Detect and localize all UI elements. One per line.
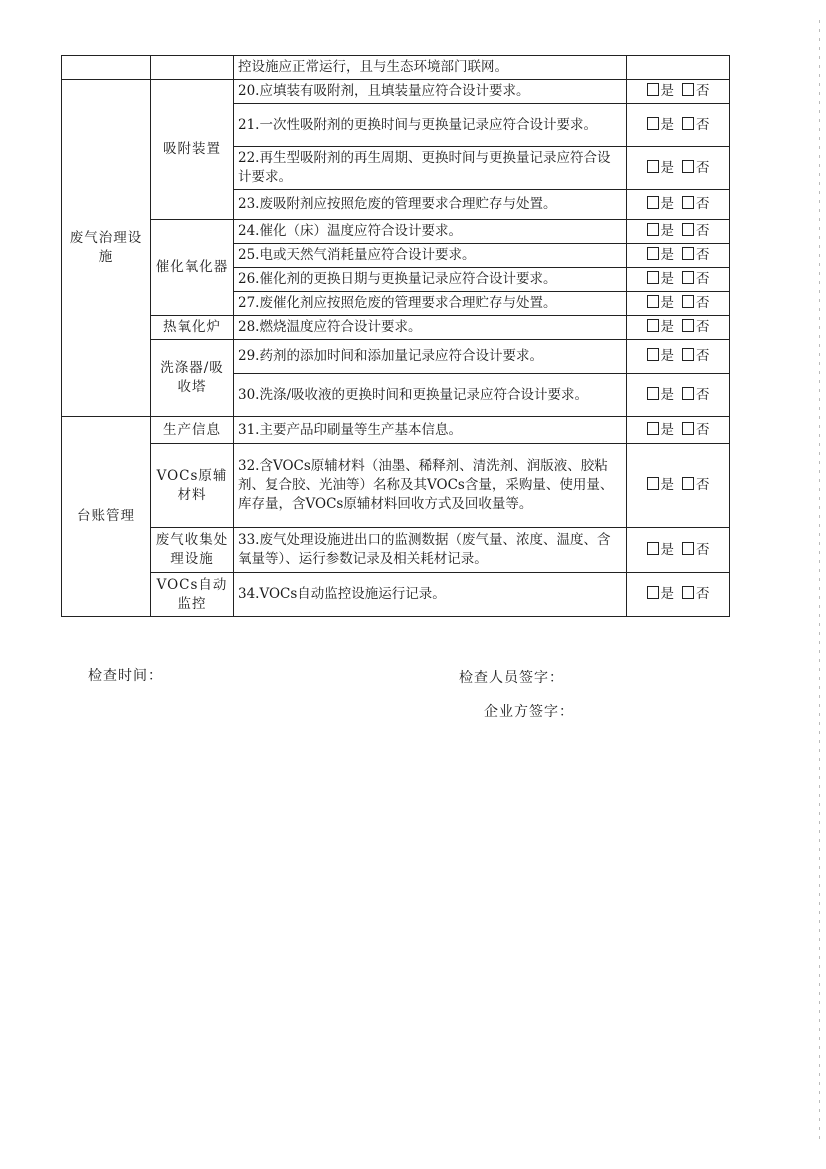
checkbox-yes[interactable]	[647, 586, 659, 599]
checkbox-no[interactable]	[682, 196, 694, 209]
options-cell	[627, 190, 730, 220]
checkbox-yes[interactable]	[647, 422, 659, 435]
requirement-32: 32.含VOCs原辅材料（油墨、稀释剂、清洗剂、润版液、胶粘剂、复合胶、光油等）名称及其VOCs含量，采购量、使用量、库存量，含VOCs原辅材料回收方式及回收量等。	[234, 444, 627, 528]
subcategory-adsorption-device: 吸附装置	[151, 80, 234, 220]
requirement-20: 20.应填装有吸附剂，且填装量应符合设计要求。	[234, 80, 627, 104]
requirement-23: 23.废吸附剂应按照危废的管理要求合理贮存与处置。	[234, 190, 627, 220]
checkbox-yes[interactable]	[647, 117, 659, 130]
option-no-label: 否	[696, 83, 710, 99]
option-no-label: 否	[696, 421, 710, 438]
option-no-label: 否	[696, 116, 710, 133]
option-no-label: 否	[696, 386, 710, 403]
table-row	[62, 80, 730, 104]
options-cell	[627, 374, 730, 417]
checkbox-yes[interactable]	[647, 477, 659, 490]
inspector-signature-label: 检查人员签字：	[459, 670, 564, 686]
checkbox-no[interactable]	[682, 319, 694, 332]
requirement-29: 29.药剂的添加时间和添加量记录应符合设计要求。	[234, 340, 627, 374]
option-yes-label: 是	[660, 421, 674, 438]
checkbox-yes[interactable]	[647, 542, 659, 555]
options-cell	[627, 147, 730, 190]
checkbox-no[interactable]	[682, 348, 694, 361]
requirement-text: 控设施应正常运行，且与生态环境部门联网。	[234, 56, 627, 80]
checkbox-no[interactable]	[682, 117, 694, 130]
requirement-30: 30.洗涤/吸收液的更换时间和更换量记录应符合设计要求。	[234, 374, 627, 417]
checkbox-no[interactable]	[682, 387, 694, 400]
requirement-33: 33.废气处理设施进出口的监测数据（废气量、浓度、温度、含氧量等）、运行参数记录及相关耗材记录。	[234, 528, 627, 573]
inspection-checklist-table	[61, 55, 730, 617]
requirement-22: 22.再生型吸附剂的再生周期、更换时间与更换量记录应符合设计要求。	[234, 147, 627, 190]
checkbox-no[interactable]	[682, 295, 694, 308]
option-no-label: 否	[696, 271, 710, 287]
scan-edge-artifact	[819, 20, 820, 1140]
option-no-label: 否	[696, 348, 710, 364]
requirement-21: 21.一次性吸附剂的更换时间与更换量记录应符合设计要求。	[234, 104, 627, 147]
option-no-label: 否	[696, 477, 710, 493]
option-no-label: 否	[696, 319, 710, 335]
option-no-label: 否	[696, 541, 710, 558]
option-yes-label: 是	[660, 271, 674, 287]
requirement-27: 27.废催化剂应按照危废的管理要求合理贮存与处置。	[234, 292, 627, 316]
table-row	[62, 316, 730, 340]
checkbox-no[interactable]	[682, 586, 694, 599]
option-yes-label: 是	[660, 295, 674, 311]
option-no-label: 否	[696, 159, 710, 176]
subcategory-voc-materials: VOCs原辅材料	[151, 444, 234, 528]
checkbox-yes[interactable]	[647, 160, 659, 173]
table-row	[62, 528, 730, 573]
options-cell	[627, 340, 730, 374]
option-yes-label: 是	[660, 247, 674, 263]
option-yes-label: 是	[660, 83, 674, 99]
option-yes-label: 是	[660, 477, 674, 493]
checkbox-no[interactable]	[682, 271, 694, 284]
options-cell	[627, 316, 730, 340]
category-ledger-management: 台账管理	[62, 417, 151, 617]
requirement-28: 28.燃烧温度应符合设计要求。	[234, 316, 627, 340]
checkbox-yes[interactable]	[647, 348, 659, 361]
requirement-31: 31.主要产品印刷量等生产基本信息。	[234, 417, 627, 444]
option-no-label: 否	[696, 295, 710, 311]
table-row	[62, 573, 730, 617]
checkbox-no[interactable]	[682, 542, 694, 555]
option-no-label: 否	[696, 586, 710, 602]
subcategory-voc-auto-monitoring: VOCs自动监控	[151, 573, 234, 617]
options-cell	[627, 104, 730, 147]
option-yes-label: 是	[660, 223, 674, 239]
options-cell	[627, 444, 730, 528]
options-cell	[627, 80, 730, 104]
checkbox-yes[interactable]	[647, 319, 659, 332]
option-no-label: 否	[696, 223, 710, 239]
option-yes-label: 是	[660, 319, 674, 335]
inspection-time-label: 检查时间：	[88, 668, 163, 684]
table-row	[62, 340, 730, 374]
category-cell-empty	[62, 56, 151, 80]
options-cell	[627, 528, 730, 573]
option-yes-label: 是	[660, 159, 674, 176]
checkbox-yes[interactable]	[647, 223, 659, 236]
subcategory-thermal-oxidizer: 热氧化炉	[151, 316, 234, 340]
option-yes-label: 是	[660, 386, 674, 403]
options-cell	[627, 292, 730, 316]
option-no-label: 否	[696, 196, 710, 212]
checkbox-no[interactable]	[682, 83, 694, 96]
requirement-25: 25.电或天然气消耗量应符合设计要求。	[234, 244, 627, 268]
checkbox-no[interactable]	[682, 223, 694, 236]
subcategory-waste-gas-collection: 废气收集处理设施	[151, 528, 234, 573]
requirement-24: 24.催化（床）温度应符合设计要求。	[234, 220, 627, 244]
subcategory-production-info: 生产信息	[151, 417, 234, 444]
options-cell-empty	[627, 56, 730, 80]
category-waste-gas-treatment: 废气治理设施	[62, 80, 151, 417]
option-yes-label: 是	[660, 541, 674, 558]
company-signature-label: 企业方签字：	[484, 704, 574, 720]
subcategory-scrubber-absorber: 洗涤器/吸收塔	[151, 340, 234, 417]
options-cell	[627, 268, 730, 292]
table-row	[62, 56, 730, 80]
option-no-label: 否	[696, 247, 710, 263]
option-yes-label: 是	[660, 348, 674, 364]
subcategory-catalytic-oxidizer: 催化氧化器	[151, 220, 234, 316]
checkbox-yes[interactable]	[647, 295, 659, 308]
table-row	[62, 417, 730, 444]
checkbox-no[interactable]	[682, 160, 694, 173]
checkbox-yes[interactable]	[647, 196, 659, 209]
checkbox-no[interactable]	[682, 477, 694, 490]
option-yes-label: 是	[660, 586, 674, 602]
requirement-26: 26.催化剂的更换日期与更换量记录应符合设计要求。	[234, 268, 627, 292]
checkbox-yes[interactable]	[647, 83, 659, 96]
requirement-34: 34.VOCs自动监控设施运行记录。	[234, 573, 627, 617]
checkbox-yes[interactable]	[647, 387, 659, 400]
subcategory-cell-empty	[151, 56, 234, 80]
options-cell	[627, 220, 730, 244]
option-yes-label: 是	[660, 196, 674, 212]
checkbox-no[interactable]	[682, 422, 694, 435]
options-cell	[627, 244, 730, 268]
options-cell	[627, 417, 730, 444]
checkbox-yes[interactable]	[647, 271, 659, 284]
table-row	[62, 444, 730, 528]
checkbox-no[interactable]	[682, 247, 694, 260]
table-row	[62, 220, 730, 244]
option-yes-label: 是	[660, 116, 674, 133]
options-cell	[627, 573, 730, 617]
checkbox-yes[interactable]	[647, 247, 659, 260]
